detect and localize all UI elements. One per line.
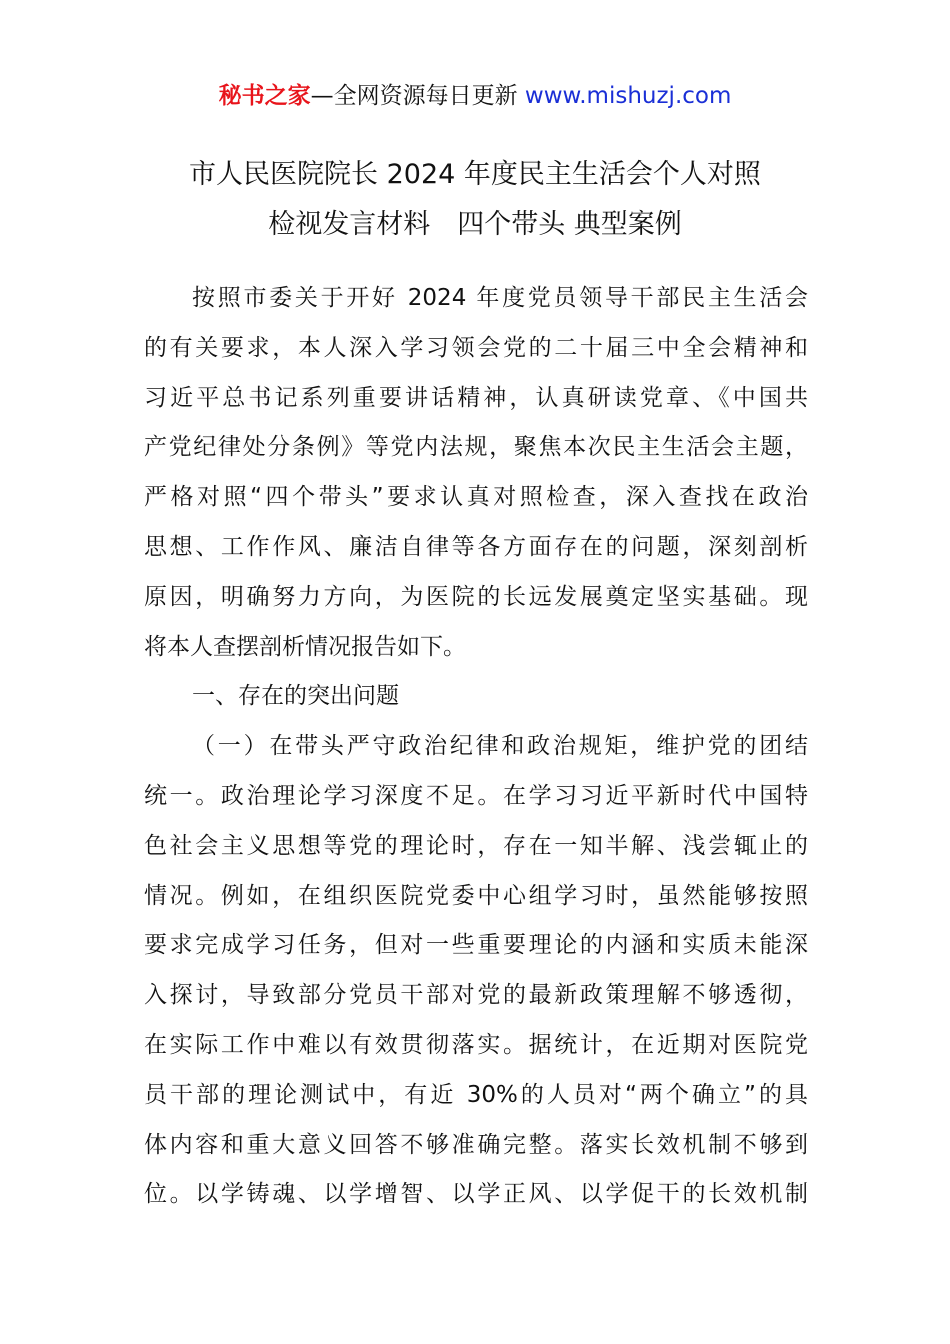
body-line: 统一。政治理论学习深度不足。在学习习近平新时代中国特	[144, 782, 808, 809]
body-line: 严格对照“四个带头”要求认真对照检查，深入查找在政治	[144, 484, 808, 511]
section-heading: 一、存在的突出问题	[192, 683, 399, 710]
body-line: 的有关要求，本人深入学习领会党的二十届三中全会精神和	[144, 334, 808, 361]
site-header	[0, 80, 950, 112]
body-line: 体内容和重大意义回答不够准确完整。落实长效机制不够到	[144, 1131, 808, 1158]
site-url-link[interactable]: www.mishuzj.com	[524, 83, 732, 109]
body-line: 位。以学铸魂、以学增智、以学正风、以学促干的长效机制	[144, 1181, 808, 1208]
site-brand: 秘书之家	[218, 83, 311, 109]
title-line-2: 检视发言材料 四个带头 典型案例	[268, 209, 682, 240]
body-line: 色社会主义思想等党的理论时，存在一知半解、浅尝辄止的	[144, 832, 808, 859]
body-line: 按照市委关于开好 2024 年度党员领导干部民主生活会	[192, 285, 808, 311]
body-line: 员干部的理论测试中，有近 30%的人员对“两个确立”的具	[144, 1081, 808, 1108]
body-line: 原因，明确努力方向，为医院的长远发展奠定坚实基础。现	[144, 583, 808, 610]
body-line: 情况。例如，在组织医院党委中心组学习时，虽然能够按照	[144, 882, 808, 909]
site-slogan: —全网资源每日更新	[310, 83, 518, 109]
body-line: 将本人查摆剖析情况报告如下。	[144, 633, 466, 660]
body-line: 习近平总书记系列重要讲话精神，认真研读党章、《中国共	[144, 384, 808, 411]
document-title	[60, 150, 890, 250]
body-line: 在实际工作中难以有效贯彻落实。据统计，在近期对医院党	[144, 1031, 808, 1058]
title-line-1: 市人民医院院长 2024 年度民主生活会个人对照	[189, 159, 761, 190]
body-line: 思想、工作作风、廉洁自律等各方面存在的问题，深刻剖析	[144, 533, 808, 560]
body-line: 产党纪律处分条例》等党内法规，聚焦本次民主生活会主题，	[144, 434, 808, 461]
body-line: 入探讨，导致部分党员干部对党的最新政策理解不够透彻，	[144, 982, 808, 1009]
document-body	[144, 274, 808, 1220]
body-line: （一）在带头严守政治纪律和政治规矩，维护党的团结	[192, 733, 808, 760]
body-line: 要求完成学习任务，但对一些重要理论的内涵和实质未能深	[144, 932, 808, 959]
